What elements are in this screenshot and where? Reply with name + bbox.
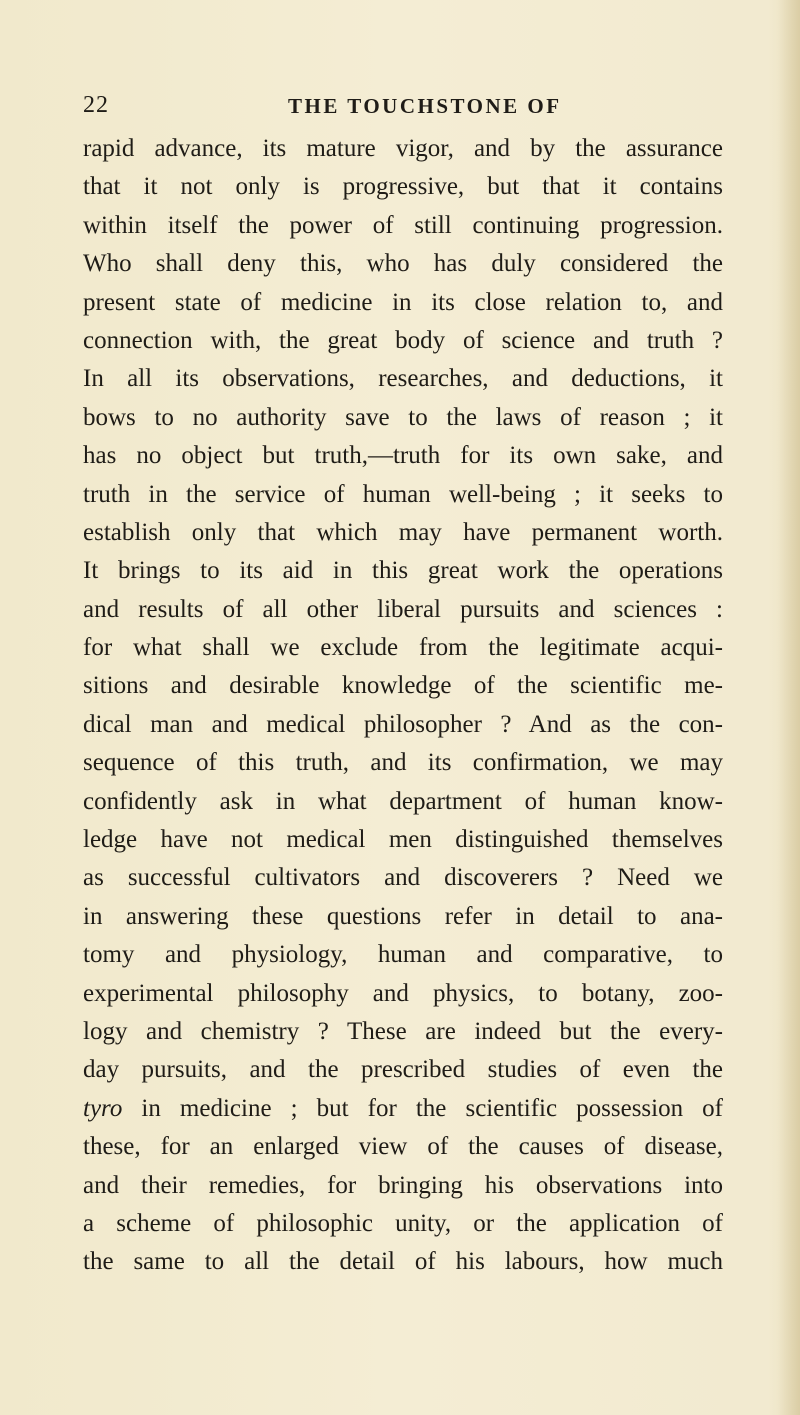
text-line: within itself the power of still continuing progression. bbox=[83, 211, 723, 239]
text-line: confidently ask in what department of human know- bbox=[83, 787, 723, 815]
text-line: bows to no authority save to the laws of reason ; it bbox=[83, 403, 723, 431]
text-line: has no object but truth,—truth for its own sake, and bbox=[83, 442, 723, 470]
text-line: connection with, the great body of science and truth ? bbox=[83, 326, 723, 354]
text-line: Who shall deny this, who has duly considered the bbox=[83, 250, 723, 278]
text-line: sequence of this truth, and its confirmation, we may bbox=[83, 749, 723, 777]
text-line: that it not only is progressive, but that it contains bbox=[83, 173, 723, 201]
text-line: these, for an enlarged view of the causes of disease, bbox=[83, 1133, 723, 1161]
text-line: and results of all other liberal pursuits and sciences : bbox=[83, 595, 723, 623]
text-line: ledge have not medical men distinguished themselves bbox=[83, 826, 723, 854]
text-line: experimental philosophy and physics, to botany, zoo- bbox=[83, 979, 723, 1007]
text-line: sitions and desirable knowledge of the scientific me- bbox=[83, 672, 723, 700]
italic-word: tyro bbox=[83, 1094, 123, 1122]
text-line: tomy and physiology, human and comparative, to bbox=[83, 941, 723, 969]
text-line: a scheme of philosophic unity, or the application of bbox=[83, 1209, 723, 1237]
text-line: logy and chemistry ? These are indeed but the every- bbox=[83, 1017, 723, 1045]
text-line: In all its observations, researches, and deductions, it bbox=[83, 365, 723, 393]
text-line: truth in the service of human well-being ; it seeks to bbox=[83, 480, 723, 508]
text-line: in answering these questions refer in detail to ana- bbox=[83, 902, 723, 930]
page-edge-shadow bbox=[778, 0, 800, 1415]
body-text bbox=[83, 130, 723, 1282]
text-line: rapid advance, its mature vigor, and by the assurance bbox=[83, 135, 723, 162]
text-line: dical man and medical philosopher ? And as the con- bbox=[83, 710, 723, 738]
text-line-with-italic bbox=[83, 1090, 723, 1128]
running-head bbox=[83, 92, 723, 128]
text-line: present state of medicine in its close relation to, and bbox=[83, 288, 723, 316]
text-line: establish only that which may have permanent worth. bbox=[83, 518, 723, 546]
text-line: for what shall we exclude from the legitimate acqui- bbox=[83, 634, 723, 662]
text-line: the same to all the detail of his labours, how much bbox=[83, 1248, 723, 1276]
text-line-rest: in medicine ; but for the scientific possession of bbox=[141, 1094, 723, 1122]
text-line: as successful cultivators and discoverers ? Need we bbox=[83, 864, 723, 892]
running-title: THE TOUCHSTONE OF bbox=[288, 94, 562, 118]
text-line: It brings to its aid in this great work the operations bbox=[83, 557, 723, 585]
text-line: day pursuits, and the prescribed studies of even the bbox=[83, 1056, 723, 1084]
text-line: and their remedies, for bringing his observations into bbox=[83, 1171, 723, 1199]
page-number: 22 bbox=[83, 92, 109, 118]
